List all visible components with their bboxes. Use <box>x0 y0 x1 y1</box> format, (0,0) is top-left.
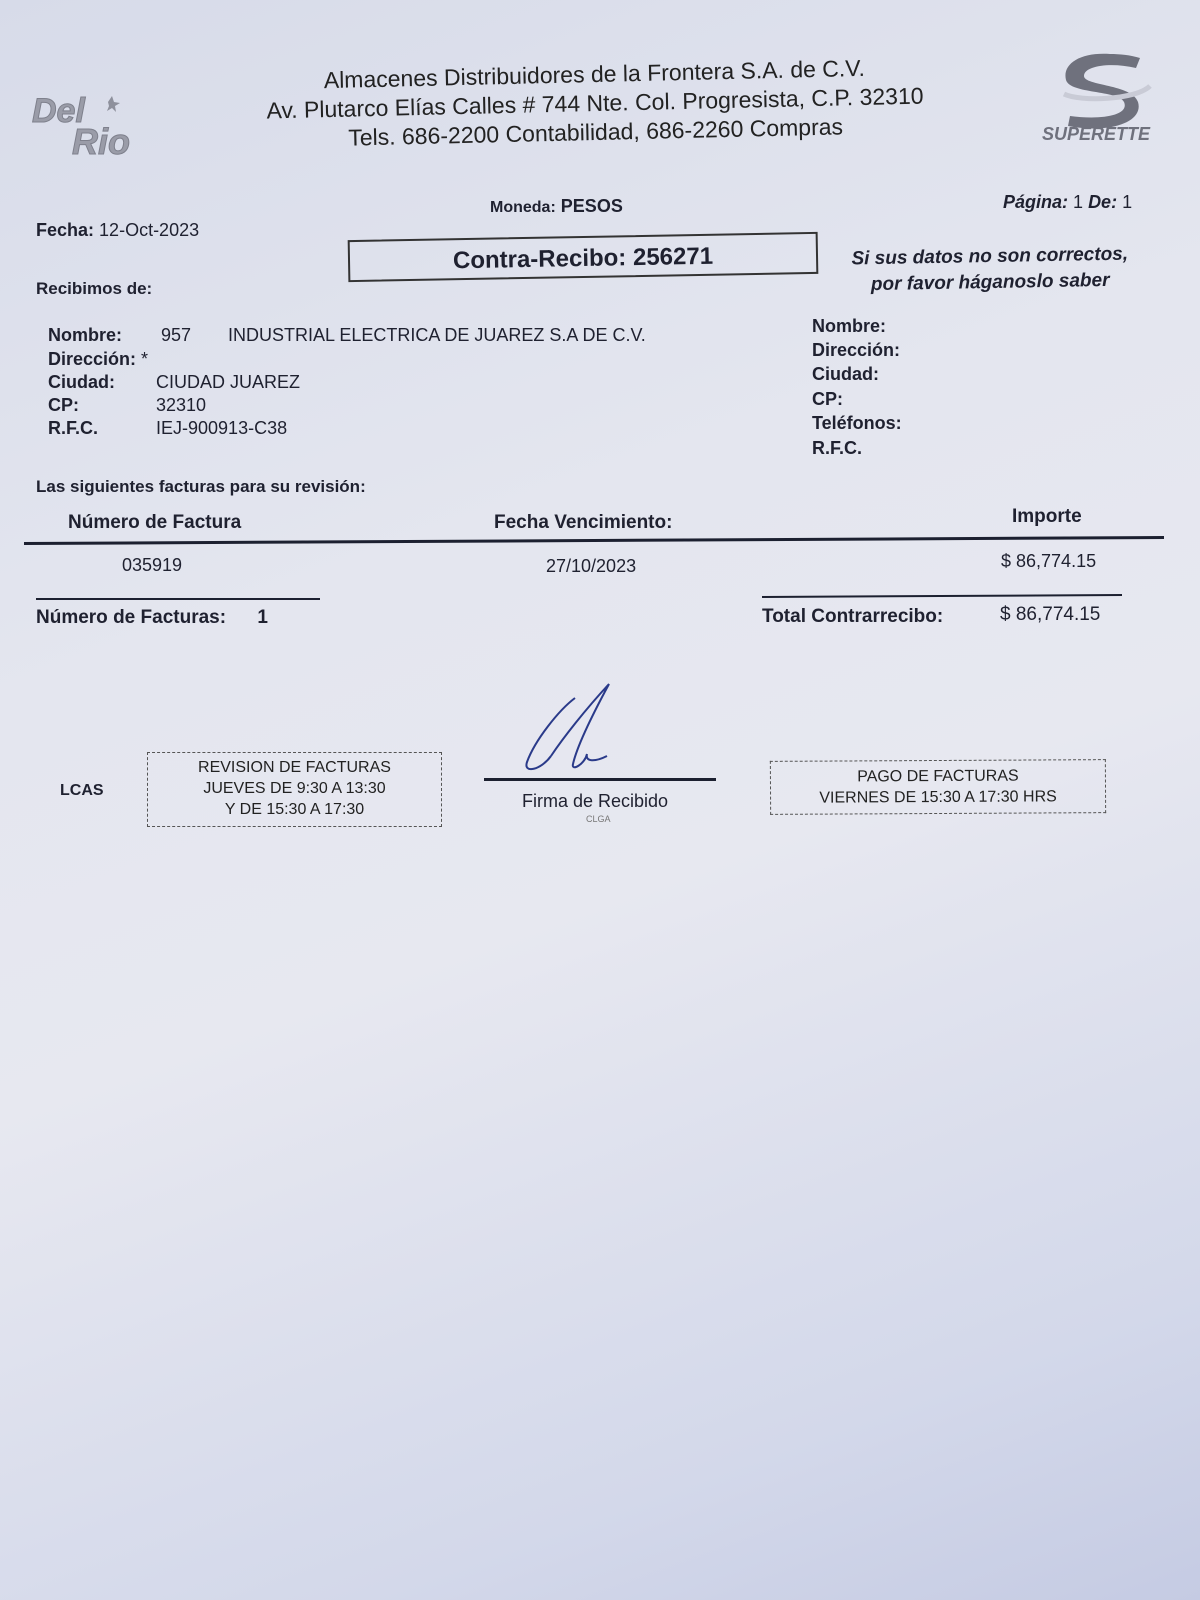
payment-hours-box: PAGO DE FACTURAS VIERNES DE 15:30 A 17:30 HRS <box>770 759 1106 815</box>
total-amount: $ 86,774.15 <box>1000 604 1101 625</box>
invoices-intro: Las siguientes facturas para su revisión: <box>36 477 366 496</box>
moneda: Moneda: PESOS <box>490 196 623 216</box>
company-name: Almacenes Distribuidores de la Frontera S.A. de C.V. <box>323 54 866 94</box>
company-address: Av. Plutarco Elías Calles # 744 Nte. Col. Progresista, C.P. 32310 <box>266 82 924 124</box>
firma-initials: CLGA <box>586 814 611 824</box>
correction-nombre: Nombre: <box>812 316 887 336</box>
svg-text:Rio: Rio <box>72 121 130 160</box>
invoice-number: 035919 <box>122 555 183 575</box>
correction-rfc: R.F.C. <box>812 438 863 458</box>
fecha: Fecha: 12-Oct-2023 <box>36 220 200 240</box>
contra-recibo-box: Contra-Recibo: 256271 <box>348 232 819 282</box>
svg-text:Del: Del <box>32 92 85 130</box>
total-contrarrecibo: Total Contrarrecibo: <box>762 606 944 627</box>
firma-label: Firma de Recibido <box>522 791 669 811</box>
invoice-amount: $ 86,774.15 <box>1001 551 1097 571</box>
invoice-due-date: 27/10/2023 <box>546 556 637 576</box>
lcas-label: LCAS <box>60 782 104 799</box>
supplier-nombre: Nombre: 957 INDUSTRIAL ELECTRICA DE JUAREZ S.A DE C.V. <box>48 325 646 345</box>
svg-text:SUPERETTE: SUPERETTE <box>1042 124 1151 144</box>
correction-ciudad: Ciudad: <box>812 364 879 384</box>
pagina: Página: 1 De: 1 <box>1003 192 1133 212</box>
contra-recibo-number: 256271 <box>632 242 714 272</box>
number-of-invoices: Número de Facturas: 1 <box>36 607 268 628</box>
supplier-rfc: R.F.C. IEJ-900913-C38 <box>48 418 288 438</box>
correction-telefonos: Teléfonos: <box>812 413 902 433</box>
supplier-cp: CP: 32310 <box>48 395 207 415</box>
header-numero-factura: Número de Factura <box>68 512 242 533</box>
supplier-direccion: Dirección: * <box>48 349 149 369</box>
handwritten-signature <box>515 680 635 780</box>
superette-logo <box>1040 50 1175 145</box>
supplier-ciudad: Ciudad: CIUDAD JUAREZ <box>48 372 301 392</box>
revision-hours-box: REVISION DE FACTURAS JUEVES DE 9:30 A 13:30 Y DE 15:30 A 17:30 <box>147 752 442 827</box>
total-rule <box>762 594 1122 598</box>
correction-direccion: Dirección: <box>812 340 901 360</box>
signature-line <box>484 778 716 781</box>
recibimos-label: Recibimos de: <box>36 279 153 298</box>
header-fecha-vencimiento: Fecha Vencimiento: <box>494 512 673 533</box>
correction-cp: CP: <box>812 389 843 409</box>
company-phones: Tels. 686-2200 Contabilidad, 686-2260 Compras <box>347 113 844 151</box>
header-importe: Importe <box>1012 506 1082 527</box>
correction-notice: Si sus datos no son correctos, por favor háganoslo saber <box>851 243 1129 296</box>
table-header-rule <box>24 536 1164 545</box>
del-rio-logo <box>30 90 175 160</box>
table-row <box>122 555 182 576</box>
company-header <box>229 52 961 156</box>
count-rule <box>36 598 320 600</box>
